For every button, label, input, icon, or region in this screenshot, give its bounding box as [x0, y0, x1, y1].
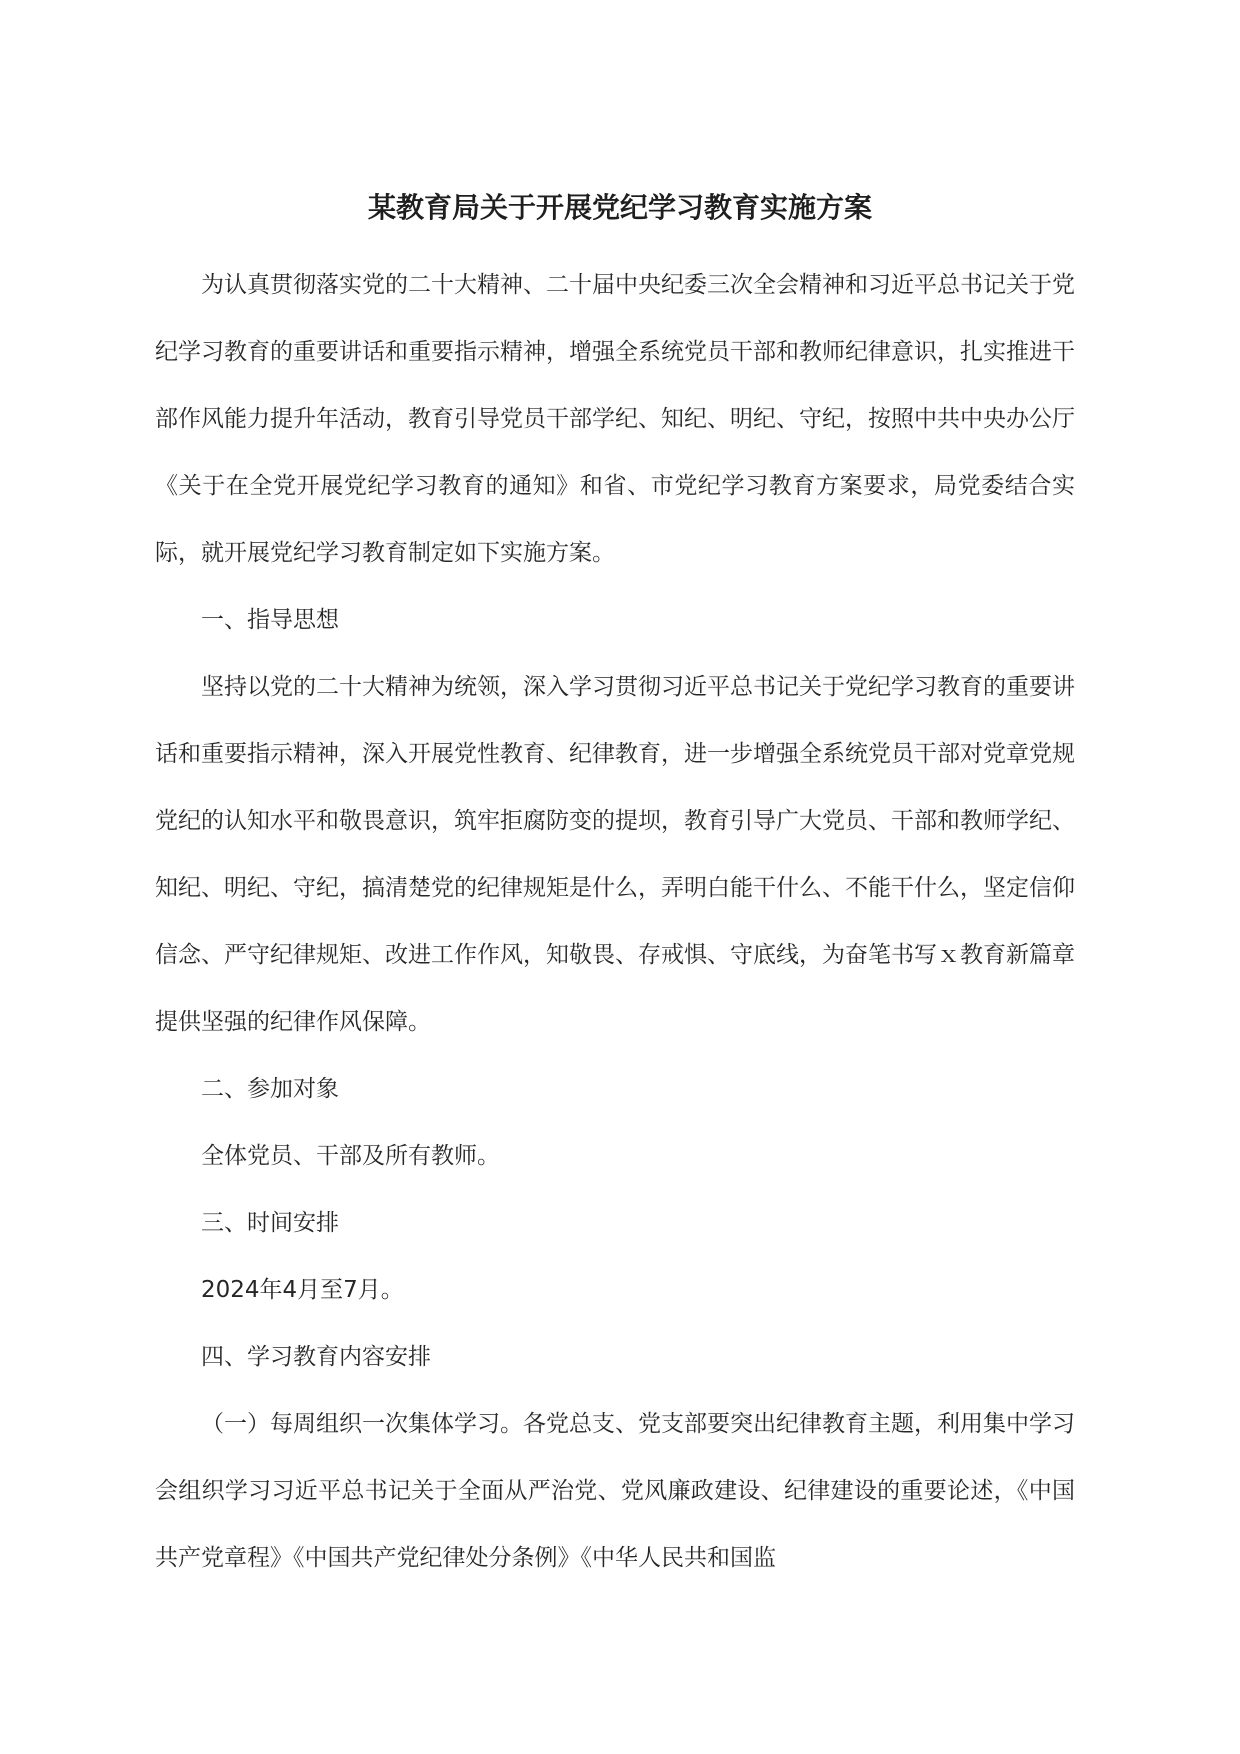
- schedule-paragraph: 2024年4月至7月。: [201, 1277, 404, 1303]
- guiding-ideology-paragraph: 坚持以党的二十大精神为统领，深入学习贯彻习近平总书记关于党纪学习教育的重要讲话和重要指示精神，深入开展党性教育、纪律教育，进一步增强全系统党员干部对党章党规党纪的认知水平和敬畏意识，筑牢拒腐防变的提坝，教育引导广大党员、干部和教师学纪、知纪、明纪、守纪，搞清楚党的纪律规矩是什么，弄明白能干什么、不能干什么，坚定信仰信念、严守纪律规矩、改进工作作风，知敬畏、存戒惧、守底线，为奋笔书写ｘ教育新篇章提供坚强的纪律作风保障。: [155, 674, 1075, 1035]
- content-arrangement-paragraph: （一）每周组织一次集体学习。各党总支、党支部要突出纪律教育主题，利用集中学习会组织学习习近平总书记关于全面从严治党、党风廉政建设、纪律建设的重要论述，《中国共产党章程》《中国共产党纪律处分条例》《中华人民共和国监: [155, 1411, 1075, 1571]
- section-heading-schedule: 三、时间安排: [201, 1210, 339, 1236]
- section-heading-guiding-ideology: 一、指导思想: [201, 607, 339, 633]
- document-title: 某教育局关于开展党纪学习教育实施方案: [367, 191, 872, 224]
- intro-paragraph: 为认真贯彻落实党的二十大精神、二十届中央纪委三次全会精神和习近平总书记关于党纪学习教育的重要讲话和重要指示精神，增强全系统党员干部和教师纪律意识，扎实推进干部作风能力提升年活动，教育引导党员干部学纪、知纪、明纪、守纪，按照中共中央办公厅《关于在全党开展党纪学习教育的通知》和省、市党纪学习教育方案要求，局党委结合实际，就开展党纪学习教育制定如下实施方案。: [155, 272, 1075, 566]
- document-body: [155, 252, 1075, 1592]
- section-heading-content-arrangement: 四、学习教育内容安排: [201, 1344, 431, 1370]
- section-heading-participants: 二、参加对象: [201, 1076, 339, 1102]
- participants-paragraph: 全体党员、干部及所有教师。: [201, 1143, 500, 1169]
